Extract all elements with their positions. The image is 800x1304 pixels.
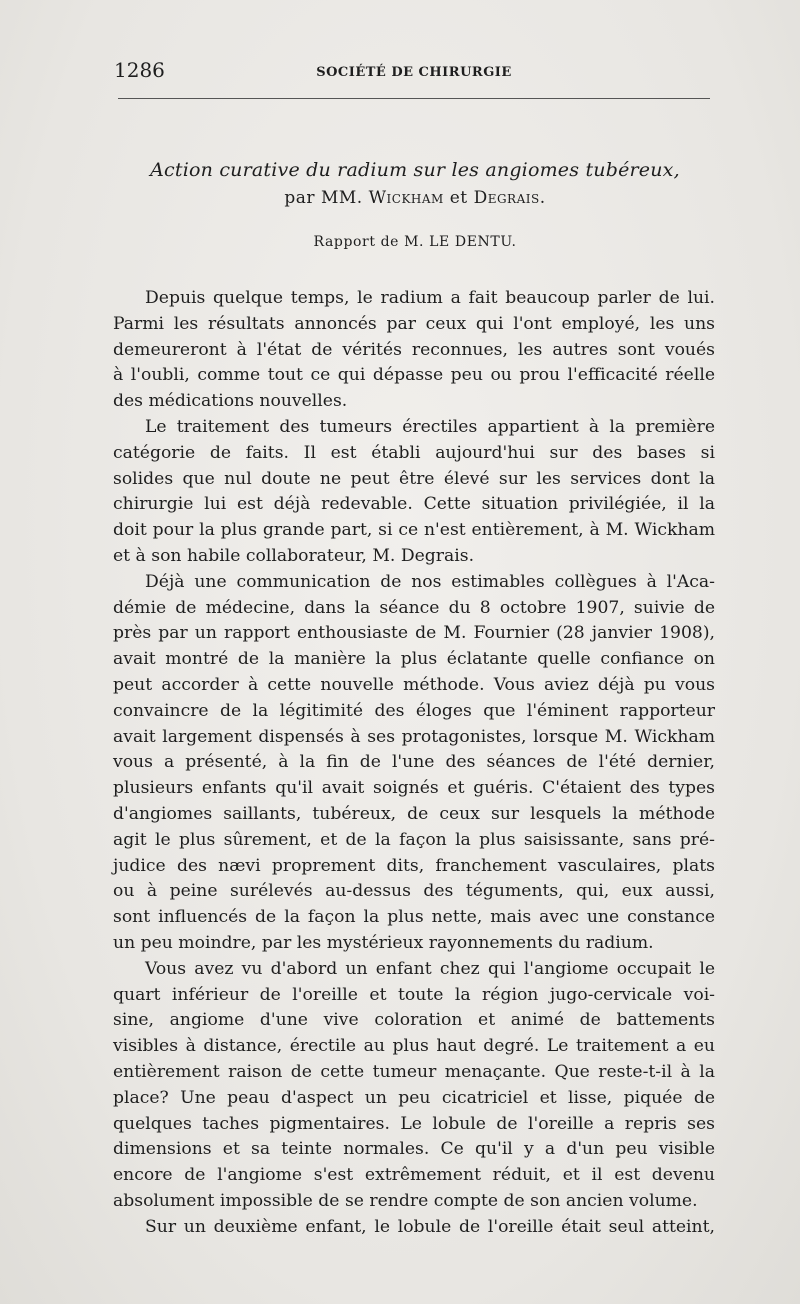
text-line: d'angiomes saillants, tubéreux, de ceux sur lesquels la méthode	[113, 803, 715, 824]
paragraph	[113, 286, 715, 415]
text-line: sine, angiome d'une vive coloration et animé de battements	[113, 1010, 715, 1031]
running-title: SOCIÉTÉ DE CHIRURGIE	[316, 65, 512, 80]
text-line: solides que nul doute ne peut être élevé sur les services dont la	[113, 468, 715, 489]
text-line: plusieurs enfants qu'il avait soignés et guéris. C'étaient des types	[113, 778, 715, 799]
text-line: entièrement raison de cette tumeur menaçante. Que reste-t-il à la	[113, 1061, 715, 1082]
text-line: catégorie de faits. Il est établi aujourd'hui sur des bases si	[113, 442, 715, 463]
text-line: demeureront à l'état de vérités reconnues, les autres sont voués	[113, 339, 715, 360]
article-byline	[110, 184, 720, 212]
text-line: des médications nouvelles.	[113, 391, 348, 412]
text-line: agit le plus sûrement, et de la façon la plus saisissante, sans pré-	[113, 829, 715, 850]
report-line: Rapport de M. LE DENTU.	[313, 234, 517, 250]
article-title-block	[110, 156, 720, 212]
text-line: judice des nævi proprement dits, franchement vasculaires, plats	[113, 855, 715, 876]
text-line: démie de médecine, dans la séance du 8 octobre 1907, suivie de	[113, 597, 715, 618]
paragraph	[113, 415, 715, 570]
text-line: Vous avez vu d'abord un enfant chez qui l'angiome occupait le	[145, 958, 715, 979]
text-line: chirurgie lui est déjà redevable. Cette situation privilégiée, il la	[113, 494, 715, 515]
paragraph	[113, 570, 715, 957]
text-line: absolument impossible de se rendre compte de son ancien volume.	[113, 1190, 698, 1211]
text-line: Sur un deuxième enfant, le lobule de l'oreille était seul atteint,	[145, 1216, 715, 1237]
paragraph	[113, 957, 715, 1215]
text-line: convaincre de la légitimité des éloges que l'éminent rapporteur	[113, 700, 715, 721]
paragraph	[113, 1215, 715, 1241]
author-degrais: Degrais.	[473, 188, 546, 208]
text-line: à l'oubli, comme tout ce qui dépasse peu ou prou l'efficacité réelle	[113, 365, 715, 386]
byline-prefix: par MM.	[284, 188, 363, 208]
text-line: ou à peine surélevés au-dessus des téguments, qui, eux aussi,	[113, 881, 715, 902]
text-line: peut accorder à cette nouvelle méthode. Vous aviez déjà pu vous	[113, 674, 715, 695]
text-line: Parmi les résultats annoncés par ceux qui l'ont employé, les uns	[113, 313, 715, 334]
text-line: avait largement dispensés à ses protagonistes, lorsque M. Wickham	[113, 726, 715, 747]
text-line: sont influencés de la façon la plus nette, mais avec une constance	[113, 907, 715, 928]
text-line: avait montré de la manière la plus éclatante quelle confiance on	[113, 649, 715, 670]
author-wickham: Wickham	[368, 188, 444, 208]
text-line: quelques taches pigmentaires. Le lobule de l'oreille a repris ses	[113, 1113, 715, 1134]
text-line: encore de l'angiome s'est extrêmement réduit, et il est devenu	[113, 1165, 715, 1186]
text-line: dimensions et sa teinte normales. Ce qu'il y a d'un peu visible	[113, 1139, 715, 1160]
byline-conjunction: et	[449, 188, 468, 208]
text-line: un peu moindre, par les mystérieux rayonnements du radium.	[113, 932, 654, 953]
article-body	[113, 286, 715, 1240]
text-line: Depuis quelque temps, le radium a fait beaucoup parler de lui.	[145, 288, 715, 308]
page-number: 1286	[114, 58, 165, 82]
text-line: doit pour la plus grande part, si ce n'est entièrement, à M. Wickham	[113, 520, 715, 541]
text-line: et à son habile collaborateur, M. Degrais.	[113, 545, 475, 566]
text-line: Le traitement des tumeurs érectiles appartient à la première	[145, 416, 715, 437]
text-line: près par un rapport enthousiaste de M. Fournier (28 janvier 1908),	[113, 623, 715, 644]
page-header	[114, 58, 714, 88]
text-line: visibles à distance, érectile au plus haut degré. Le traitement a eu	[113, 1036, 715, 1057]
text-line: Déjà une communication de nos estimables collègues à l'Aca-	[145, 571, 715, 592]
header-divider	[118, 98, 710, 99]
text-line: place? Une peau d'aspect un peu cicatriciel et lisse, piquée de	[113, 1087, 715, 1108]
text-line: quart inférieur de l'oreille et toute la région jugo-cervicale voi-	[113, 984, 715, 1005]
article-title: Action curative du radium sur les angiomes tubéreux,	[150, 159, 680, 181]
text-line: vous a présenté, à la fin de l'une des séances de l'été dernier,	[113, 752, 715, 773]
